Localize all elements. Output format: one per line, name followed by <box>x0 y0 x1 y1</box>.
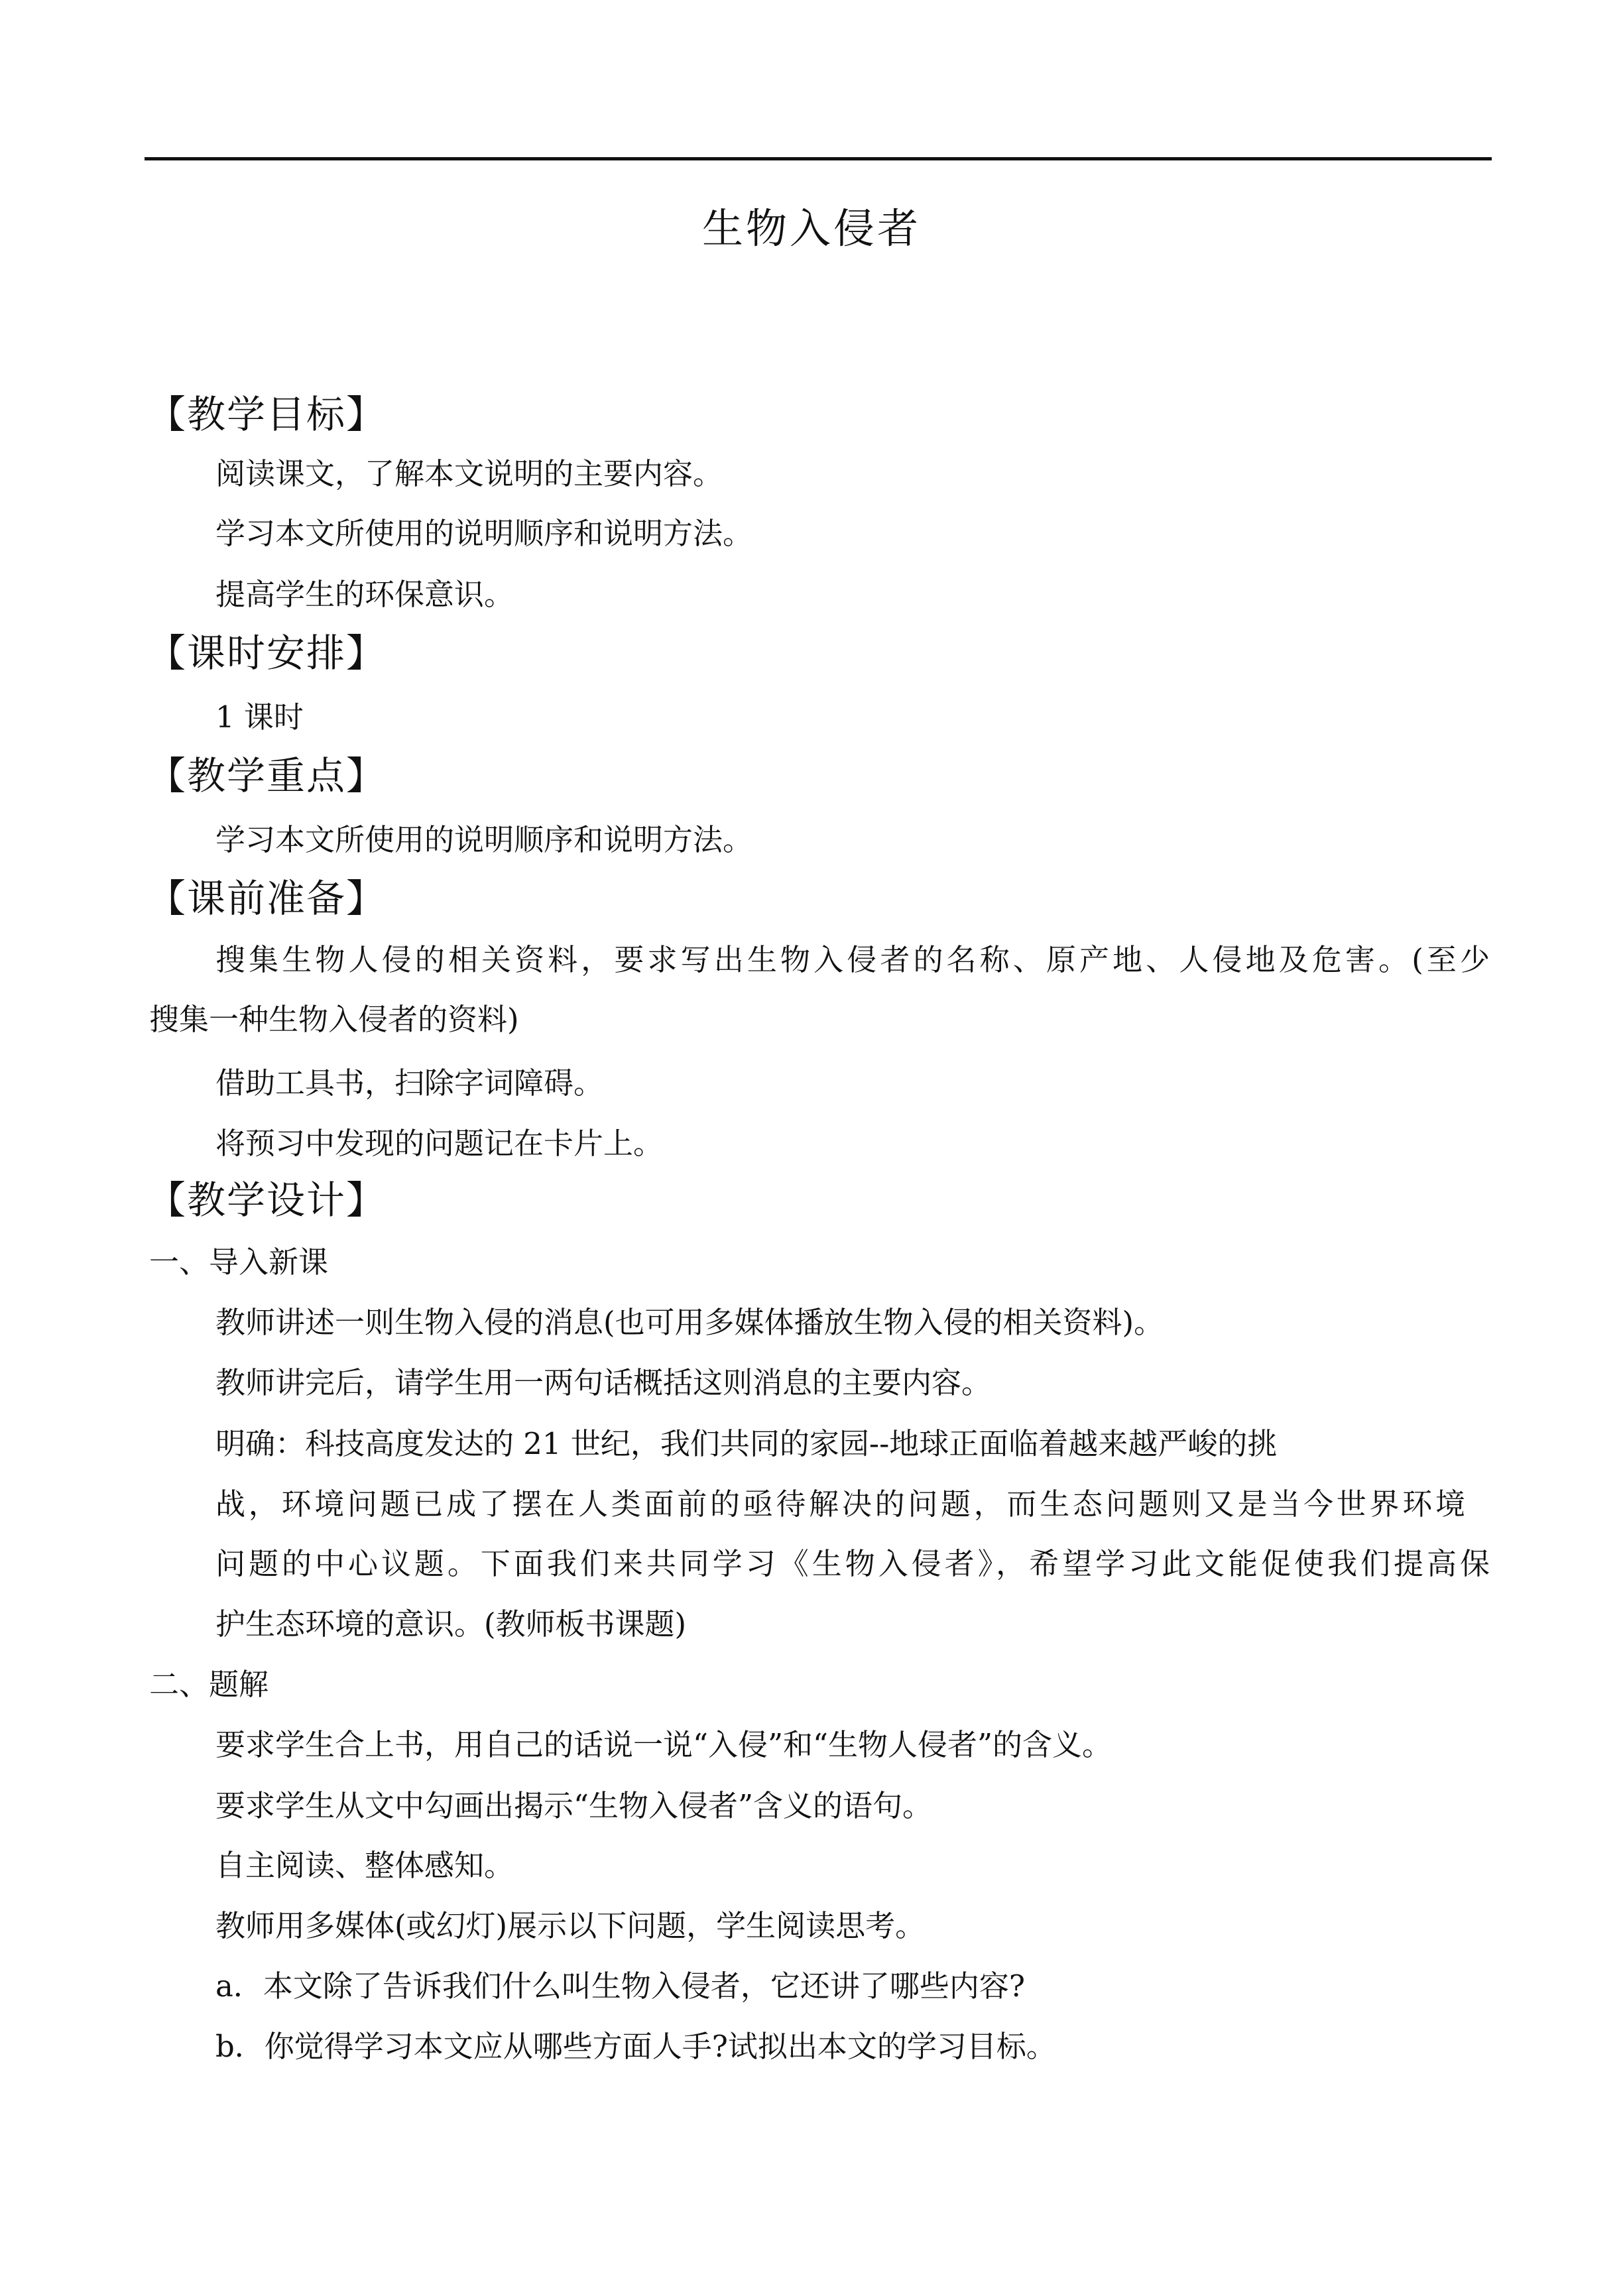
goal-item-3: 提高学生的环保意识。 <box>215 577 514 612</box>
prep-paragraph-line-2: 搜集一种生物入侵者的资料) <box>149 1002 519 1037</box>
design-part-1-line-3: 明确：科技高度发达的 21 世纪，我们共同的家园--地球正面临着越来越严峻的挑 <box>215 1426 1278 1461</box>
prep-item-1: 借助工具书，扫除字词障碍。 <box>215 1065 604 1101</box>
goal-item-2: 学习本文所使用的说明顺序和说明方法。 <box>215 516 753 551</box>
design-part-2-line-6: b．你觉得学习本文应从哪些方面人手?试拟出本文的学习目标。 <box>215 2029 1056 2064</box>
design-part-1-line-6: 护生态环境的意识。(教师板书课题) <box>215 1606 687 1642</box>
section-heading-prep: 【课前准备】 <box>147 876 387 921</box>
design-part-1-line-2: 教师讲完后，请学生用一两句话概括这则消息的主要内容。 <box>215 1365 992 1400</box>
design-part-2-line-3: 自主阅读、整体感知。 <box>215 1848 514 1883</box>
design-part-1-line-5: 问题的中心议题。下面我们来共同学习《生物入侵者》，希望学习此文能促使我们提高保 <box>215 1546 1490 1581</box>
section-heading-goals: 【教学目标】 <box>147 392 387 437</box>
design-part-2-title: 二、题解 <box>149 1667 269 1702</box>
design-part-1-line-1: 教师讲述一则生物入侵的消息(也可用多媒体播放生物入侵的相关资料)。 <box>215 1305 1164 1340</box>
design-part-2-line-1: 要求学生合上书，用自己的话说一说“入侵”和“生物人侵者”的含义。 <box>215 1727 1112 1762</box>
goal-item-1: 阅读课文，了解本文说明的主要内容。 <box>215 456 723 491</box>
design-part-2-line-2: 要求学生从文中勾画出揭示“生物入侵者”含义的语句。 <box>215 1788 933 1823</box>
focus-item: 学习本文所使用的说明顺序和说明方法。 <box>215 822 753 857</box>
section-heading-design: 【教学设计】 <box>147 1178 387 1223</box>
section-heading-focus: 【教学重点】 <box>147 753 387 798</box>
design-part-2-line-5: a．本文除了告诉我们什么叫生物入侵者，它还讲了哪些内容? <box>215 1968 1025 2004</box>
document-title: 生物入侵者 <box>701 204 921 253</box>
header-rule <box>145 157 1492 160</box>
design-part-1-line-4: 战，环境问题已成了摆在人类面前的亟待解决的问题，而生态问题则又是当今世界环境 <box>215 1486 1465 1522</box>
design-part-1-title: 一、导入新课 <box>149 1244 329 1280</box>
design-part-2-line-4: 教师用多媒体(或幻灯)展示以下问题，学生阅读思考。 <box>215 1908 926 1943</box>
section-heading-schedule: 【课时安排】 <box>147 631 387 676</box>
schedule-item: 1 课时 <box>215 699 304 735</box>
prep-item-2: 将预习中发现的问题记在卡片上。 <box>215 1126 664 1161</box>
prep-paragraph-line-1: 搜集生物人侵的相关资料，要求写出生物入侵者的名称、原产地、人侵地及危害。(至少 <box>215 942 1490 977</box>
